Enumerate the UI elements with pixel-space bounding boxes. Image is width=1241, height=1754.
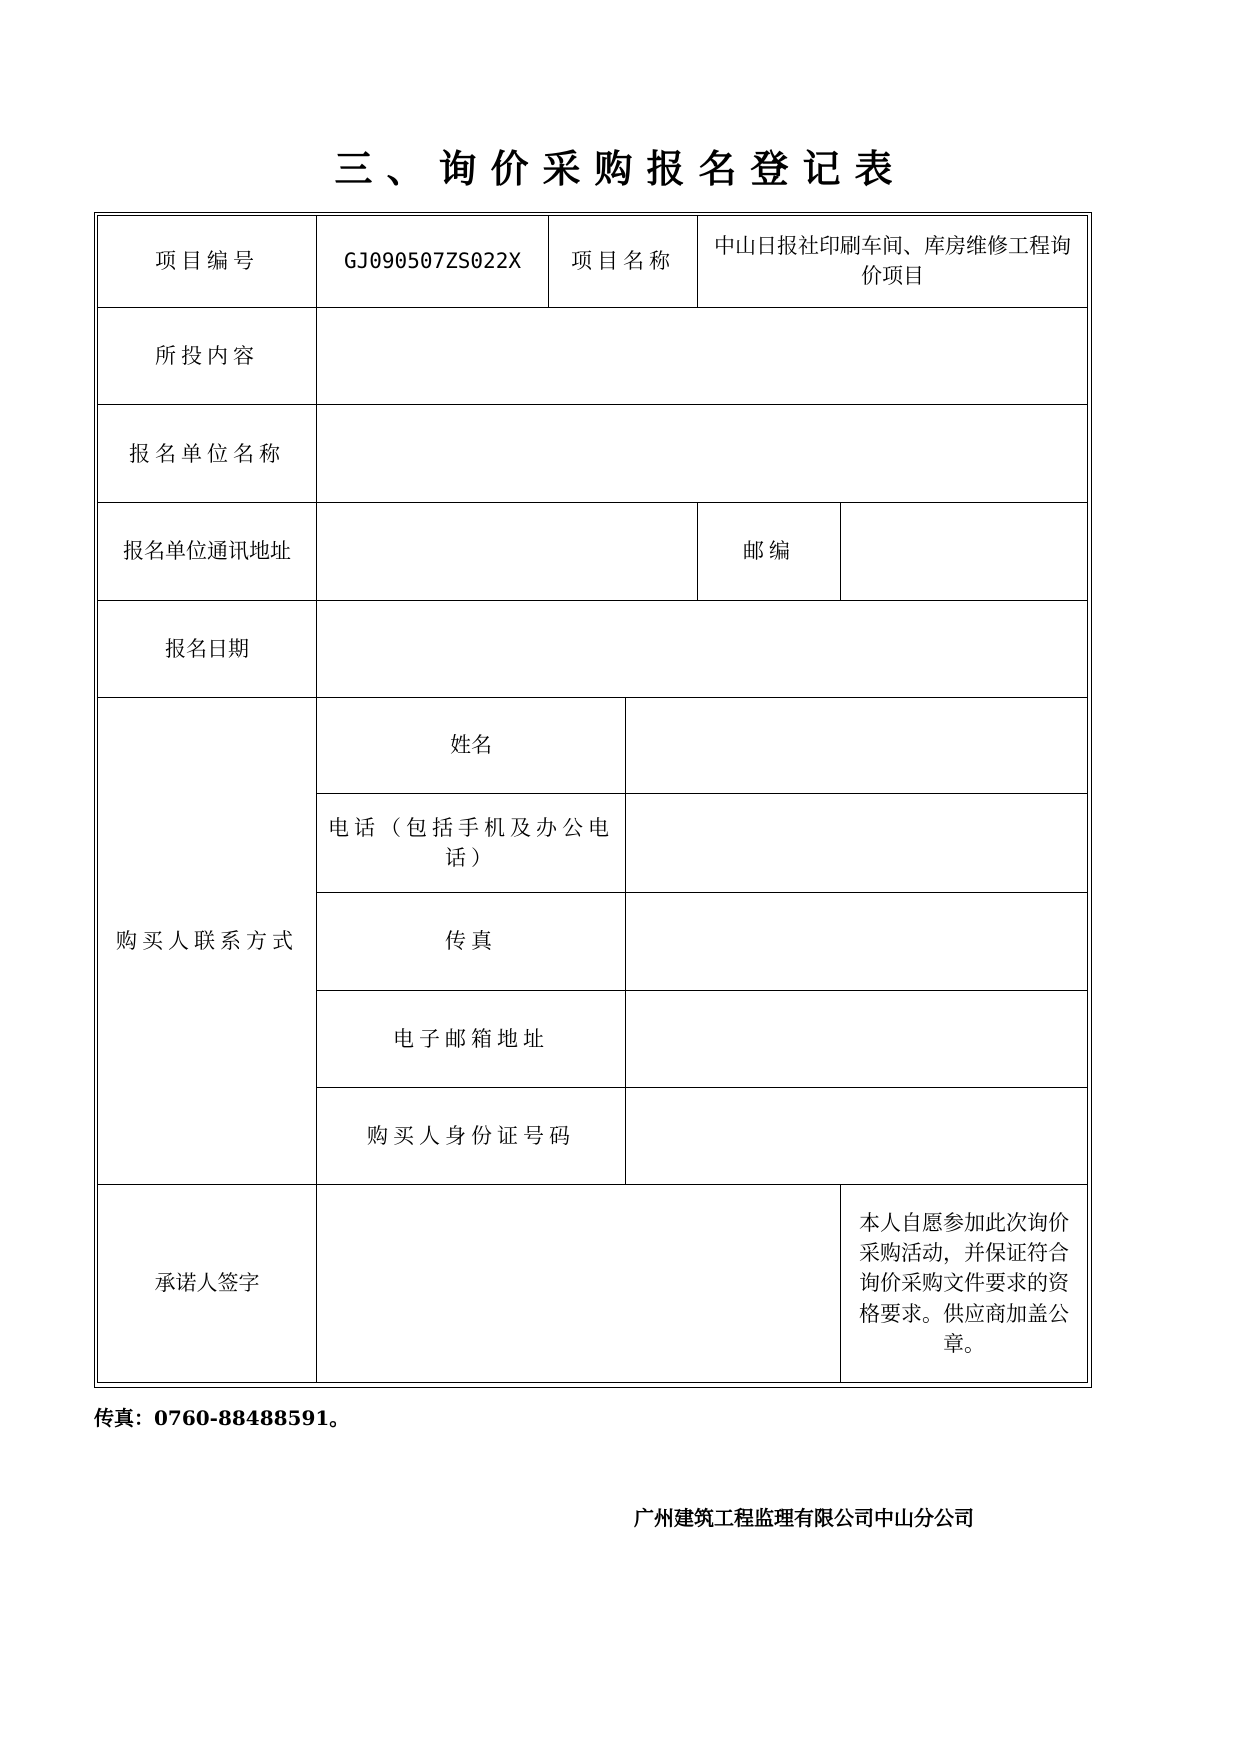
email-field[interactable] (626, 990, 1088, 1087)
phone-label: 电话（包括手机及办公电话） (317, 794, 626, 893)
unit-name-label: 报名单位名称 (98, 405, 317, 503)
postcode-label: 邮编 (698, 503, 841, 601)
signer-label: 承诺人签字 (98, 1185, 317, 1383)
table-row (98, 697, 1088, 794)
phone-field[interactable] (626, 794, 1088, 893)
signature-field[interactable] (317, 1185, 841, 1383)
project-no-label: 项目编号 (98, 216, 317, 308)
buyer-contact-label: 购买人联系方式 (98, 697, 317, 1185)
bid-content-label: 所投内容 (98, 307, 317, 405)
table-row (98, 307, 1088, 405)
unit-name-field[interactable] (317, 405, 1088, 503)
unit-address-field[interactable] (317, 503, 698, 601)
name-label: 姓名 (317, 697, 626, 794)
pledge-text: 本人自愿参加此次询价采购活动，并保证符合询价采购文件要求的资格要求。供应商加盖公章。 (841, 1185, 1088, 1383)
table-row (98, 600, 1088, 697)
id-field[interactable] (626, 1087, 1088, 1185)
postcode-field[interactable] (841, 503, 1088, 601)
company-name: 广州建筑工程监理有限公司中山分公司 (634, 1506, 974, 1530)
bid-content-field[interactable] (317, 307, 1088, 405)
reg-date-label: 报名日期 (98, 600, 317, 697)
registration-table (97, 215, 1088, 1383)
fax-label: 传真 (317, 893, 626, 991)
project-no-value: GJ090507ZS022X (317, 216, 549, 308)
email-label: 电子邮箱地址 (317, 990, 626, 1087)
reg-date-field[interactable] (317, 600, 1088, 697)
table-row (98, 1185, 1088, 1383)
table-row (98, 503, 1088, 601)
project-name-value: 中山日报社印刷车间、库房维修工程询价项目 (698, 216, 1088, 308)
name-field[interactable] (626, 697, 1088, 794)
id-label: 购买人身份证号码 (317, 1087, 626, 1185)
page-title: 三、询价采购报名登记表 (334, 147, 907, 191)
table-row (98, 216, 1088, 308)
project-name-label: 项目名称 (549, 216, 698, 308)
fax-line: 传真：0760-88488591。 (94, 1406, 350, 1430)
unit-address-label: 报名单位通讯地址 (98, 503, 317, 601)
table-row (98, 405, 1088, 503)
fax-field[interactable] (626, 893, 1088, 991)
